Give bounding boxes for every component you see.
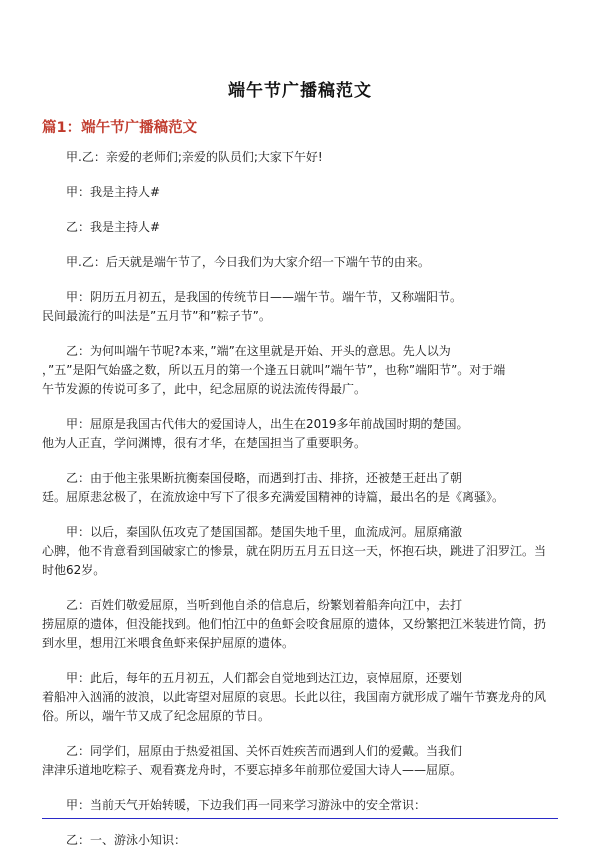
paragraph-line: 乙：我是主持人# (66, 220, 161, 234)
body-paragraph (42, 669, 562, 726)
paragraph-line: 甲：此后，每年的五月初五，人们都会自觉地到达江边，哀悼屈原，还要划 (66, 671, 463, 685)
body-paragraph (42, 742, 562, 780)
paragraph-line: ，”五”是阳气始盛之数，所以五月的第一个逢五日就叫”端午节”，也称”端阳节”。对于端 (42, 363, 506, 377)
paragraph-line: 甲：当前天气开始转暖，下边我们再一同来学习游泳中的安全常识： (66, 798, 427, 812)
paragraph-line: 甲：阴历五月初五，是我国的传统节日——端午节。端午节，又称端阳节。 (66, 290, 463, 304)
paragraph-line: 乙：为何叫端午节呢?本来，”端”在这里就是开始、开头的意思。先人以为 (66, 344, 451, 358)
body-paragraph (42, 523, 562, 580)
body-paragraph (42, 469, 562, 507)
paragraph-line: 乙：由于他主张果断抗衡秦国侵略，而遇到打击、排挤，还被楚王赶出了朝 (66, 471, 463, 485)
body-paragraph (42, 288, 562, 326)
body-paragraph (42, 831, 562, 850)
paragraph-line: 到水里，想用江米喂食鱼虾来保护屈原的遗体。 (42, 636, 295, 650)
paragraph-line: 他为人正直，学问渊博，很有才华，在楚国担当了重要职务。 (42, 436, 367, 450)
paragraph-line: 民间最流行的叫法是”五月节”和”粽子节”。 (42, 309, 271, 323)
paragraph-line: 时他62岁。 (42, 563, 106, 577)
body-paragraph (42, 148, 562, 167)
paragraph-line: 俗。所以，端午节又成了纪念屈原的节日。 (42, 709, 271, 723)
paragraph-line: 廷。屈原悲忿极了，在流放途中写下了很多充满爱国精神的诗篇，最出名的是《离骚》。 (42, 490, 505, 504)
body-paragraph (42, 218, 562, 237)
paragraph-line: 甲.乙：亲爱的老师们;亲爱的队员们;大家下午好! (66, 150, 323, 164)
paragraph-line: 津津乐道地吃粽子、观看赛龙舟时，不要忘掉多年前那位爱国大诗人——屈原。 (42, 763, 463, 777)
body-paragraph (42, 415, 562, 453)
paragraph-line: 午节发源的传说可多了，此中，纪念屈原的说法流传得最广。 (42, 382, 367, 396)
paragraph-line: 甲.乙：后天就是端午节了，今日我们为大家介绍一下端午节的由来。 (66, 255, 430, 269)
paragraph-line: 甲：以后，秦国队伍攻克了楚国国都。楚国失地千里，血流成河。屈原痛澈 (66, 525, 463, 539)
document-title: 端午节广播稿范文 (228, 81, 372, 101)
paragraph-line: 乙：一、游泳小知识： (66, 833, 187, 847)
paragraph-line: 着船冲入汹涌的波浪，以此寄望对屈原的哀思。长此以往，我国南方就形成了端午节赛龙舟的风 (42, 690, 547, 704)
paragraph-line: 甲：我是主持人# (66, 185, 161, 199)
body-paragraph (42, 342, 562, 399)
section-heading: 篇1：端午节广播稿范文 (42, 120, 198, 136)
body-paragraph (42, 183, 562, 202)
paragraph-line: 心脾，他不肯意看到国破家亡的惨景，就在阴历五月五日这一天，怀抱石块，跳进了汨罗江。当 (42, 544, 547, 558)
paragraph-line: 乙：同学们，屈原由于热爱祖国、关怀百姓疾苦而遇到人们的爱戴。当我们 (66, 744, 463, 758)
body-paragraph (42, 253, 562, 272)
paragraph-line: 甲：屈原是我国古代伟大的爱国诗人，出生在2019多年前战国时期的楚国。 (66, 417, 469, 431)
footer-divider (42, 818, 558, 819)
paragraph-line: 捞屈原的遗体，但没能找到。他们怕江中的鱼虾会咬食屈原的遗体，又纷繁把江米装进竹筒，扔 (42, 617, 547, 631)
document-body (42, 148, 562, 866)
body-paragraph (42, 796, 562, 815)
body-paragraph (42, 596, 562, 653)
paragraph-line: 乙：百姓们敬爱屈原，当听到他自杀的信息后，纷繁划着船奔向江中，去打 (66, 598, 463, 612)
